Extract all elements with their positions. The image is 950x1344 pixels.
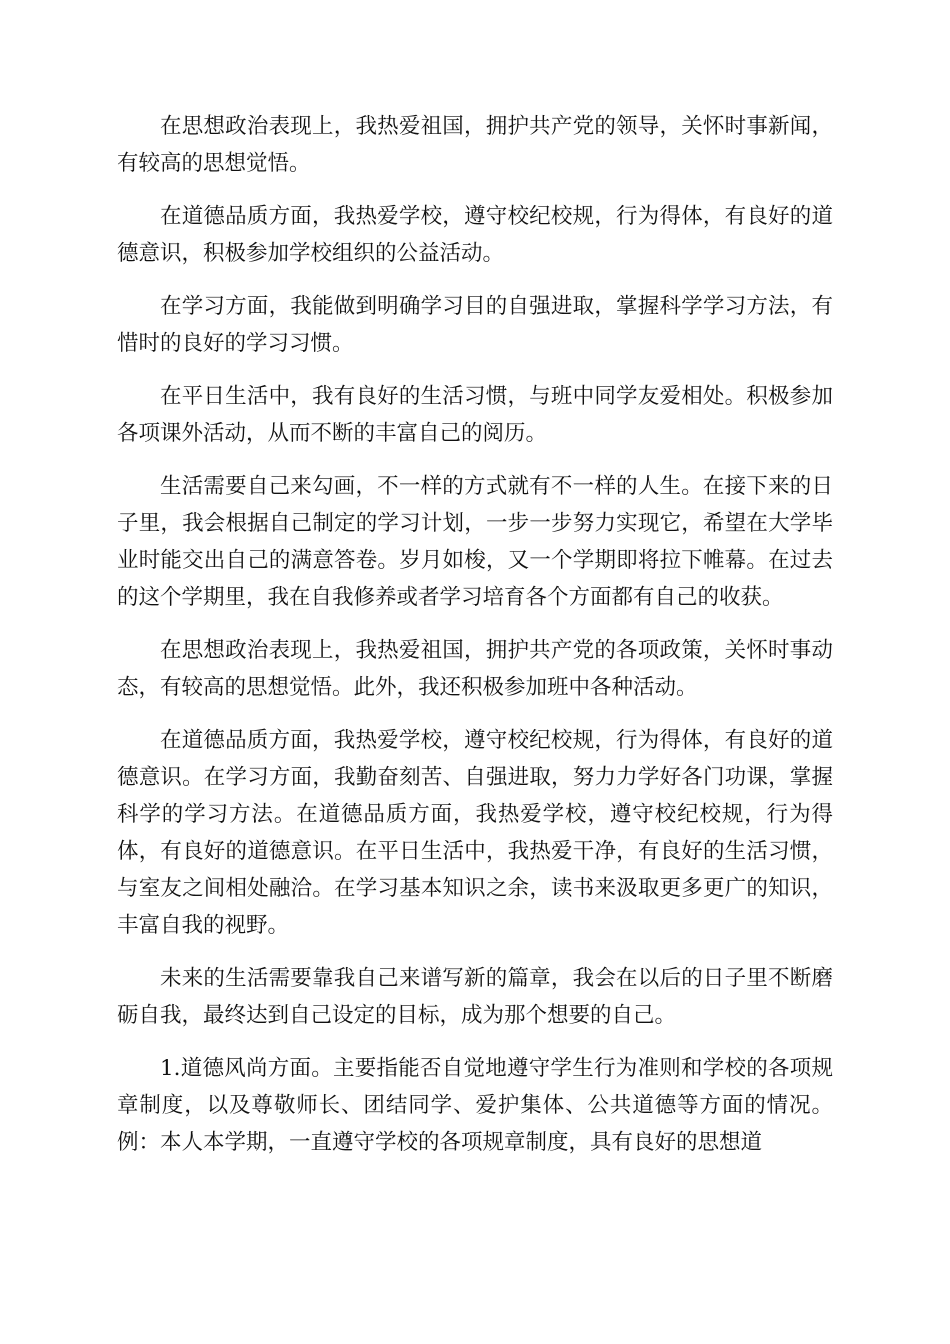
document-body: [117, 108, 833, 1177]
paragraph-daily-life: 在平日生活中，我有良好的生活习惯，与班中同学友爱相处。积极参加各项课外活动，从而不断的丰富自己的阅历。: [117, 384, 833, 446]
paragraph-moral-and-study: 在道德品质方面，我热爱学校，遵守校纪校规，行为得体，有良好的道德意识。在学习方面，我勤奋刻苦、自强进取，努力力学好各门功课，掌握科学的学习方法。在道德品质方面，我热爱学校，遵守校纪校规，行为得体，有良好的道德意识。在平日生活中，我热爱干净，有良好的生活习惯，与室友之间相处融洽。在学习基本知识之余，读书来汲取更多更广的知识，丰富自我的视野。: [117, 728, 833, 938]
paragraph-political-performance: 在思想政治表现上，我热爱祖国，拥护共产党的领导，关怀时事新闻，有较高的思想觉悟。: [117, 114, 833, 176]
paragraph-moral-quality: 在道德品质方面，我热爱学校，遵守校纪校规，行为得体，有良好的道德意识，积极参加学校组织的公益活动。: [117, 204, 833, 266]
paragraph-future: 未来的生活需要靠我自己来谱写新的篇章，我会在以后的日子里不断磨砺自我，最终达到自己设定的目标，成为那个想要的自己。: [117, 966, 833, 1028]
paragraph-study: 在学习方面，我能做到明确学习目的自强进取，掌握科学学习方法，有惜时的良好的学习习惯。: [117, 294, 833, 356]
paragraph-life-plan: 生活需要自己来勾画，不一样的方式就有不一样的人生。在接下来的日子里，我会根据自己制定的学习计划，一步一步努力实现它，希望在大学毕业时能交出自己的满意答卷。岁月如梭，又一个学期即将拉下帷幕。在过去的这个学期里，我在自我修养或者学习培育各个方面都有自己的收获。: [117, 474, 833, 610]
paragraph-political-performance-2: 在思想政治表现上，我热爱祖国，拥护共产党的各项政策，关怀时事动态，有较高的思想觉悟。此外，我还积极参加班中各种活动。: [117, 638, 833, 700]
paragraph-moral-conduct-item: 1.道德风尚方面。主要指能否自觉地遵守学生行为准则和学校的各项规章制度，以及尊敬师长、团结同学、爱护集体、公共道德等方面的情况。例：本人本学期，一直遵守学校的各项规章制度，具有良好的思想道: [117, 1056, 833, 1155]
